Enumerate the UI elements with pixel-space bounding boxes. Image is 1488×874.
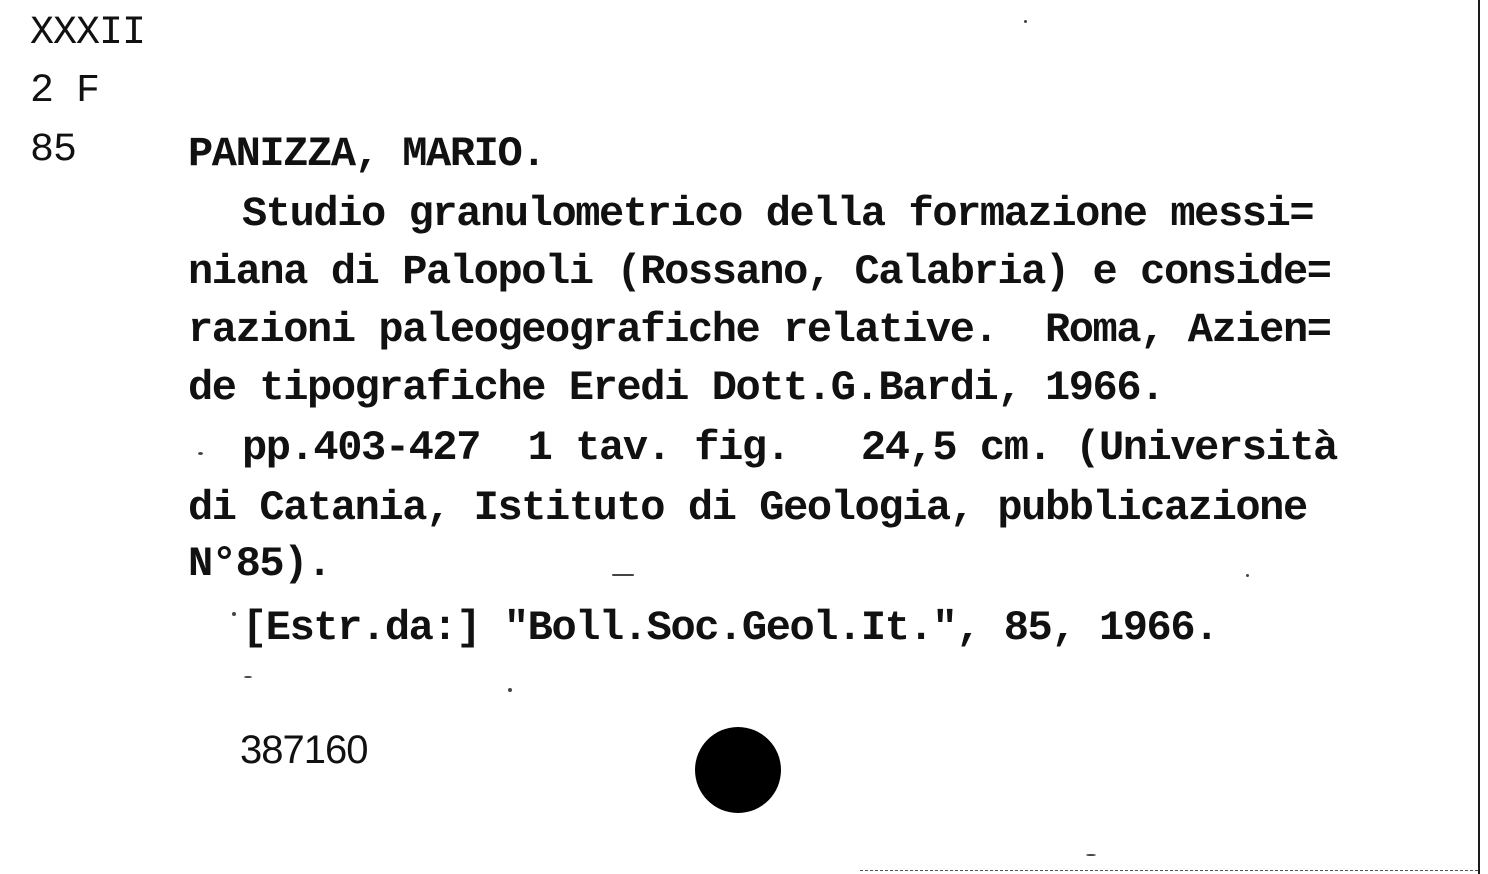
description-line-3: razioni paleogeografiche relative. Roma, Azien=	[188, 306, 1331, 354]
author-heading: PANIZZA, MARIO.	[188, 130, 546, 178]
call-number-line-3: 85	[30, 128, 77, 173]
speck-mark	[198, 452, 203, 455]
dash-mark	[244, 676, 252, 678]
call-number-line-2: 2 F	[30, 69, 100, 114]
description-line-2: niana di Palopoli (Rossano, Calabria) e conside=	[188, 248, 1331, 296]
dash-mark	[1086, 854, 1096, 856]
speck-mark	[232, 612, 236, 616]
dash-mark	[612, 574, 634, 576]
speck-mark	[1024, 20, 1027, 23]
punch-hole	[695, 727, 781, 813]
accession-number: 387160	[240, 728, 368, 772]
speck-mark	[1246, 574, 1249, 577]
call-number-line-1: XXXII	[30, 11, 146, 56]
description-line-4: de tipografiche Eredi Dott.G.Bardi, 1966.	[188, 364, 1164, 412]
card-right-edge	[1478, 0, 1480, 874]
description-line-1: Studio granulometrico della formazione messi=	[242, 190, 1314, 238]
description-line-6: di Catania, Istituto di Geologia, pubblicazione	[188, 484, 1307, 532]
offprint-note: [Estr.da:] "Boll.Soc.Geol.It.", 85, 1966.	[242, 604, 1218, 652]
description-line-5: pp.403-427 1 tav. fig. 24,5 cm. (Università	[242, 424, 1337, 472]
card-bottom-edge	[860, 870, 1478, 872]
description-line-7: N°85).	[188, 540, 331, 588]
speck-mark	[508, 688, 512, 692]
